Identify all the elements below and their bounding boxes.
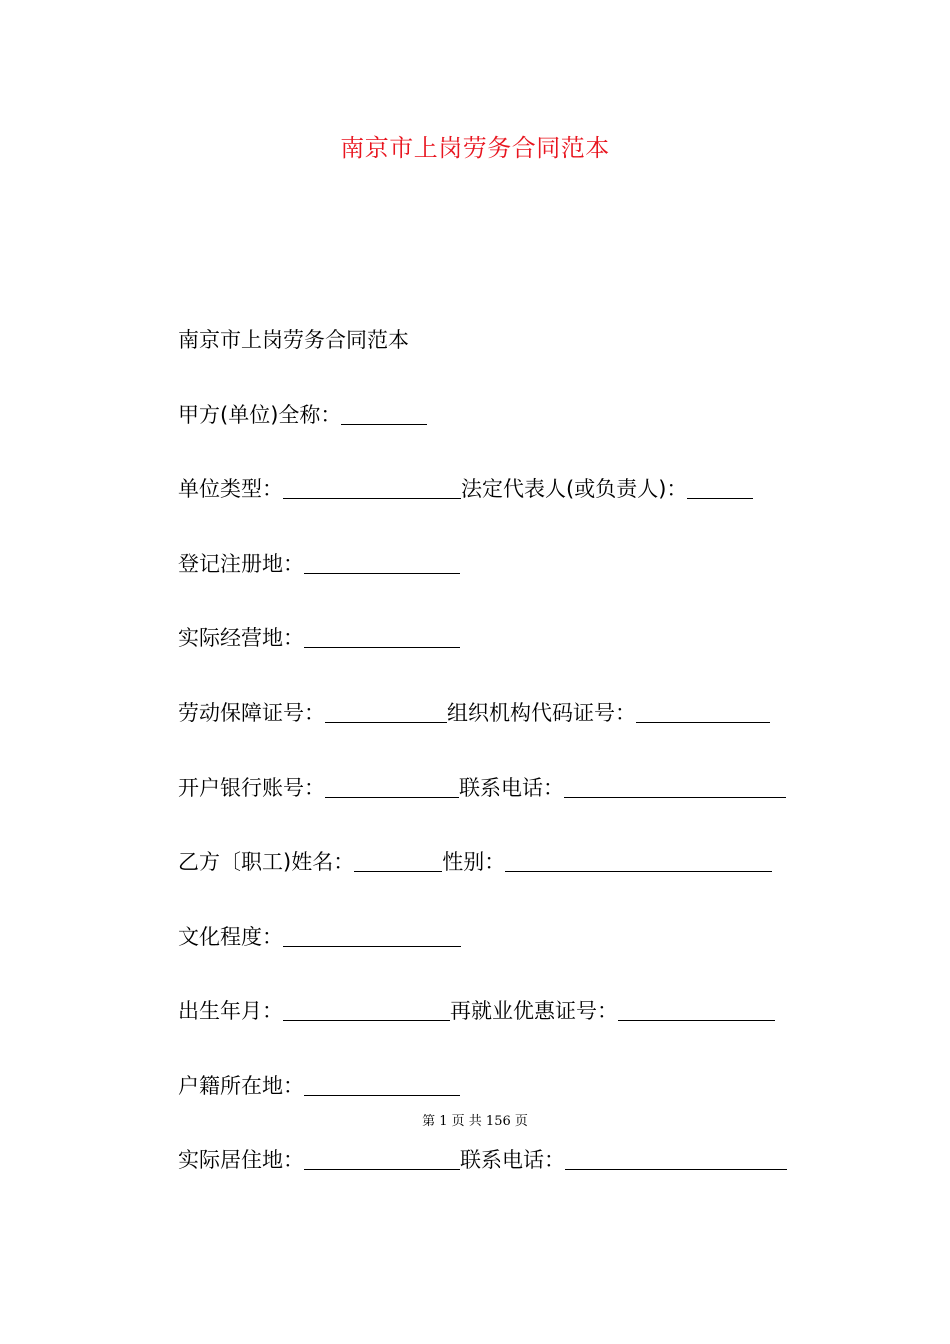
unit-type-blank: [283, 478, 461, 499]
unit-type-row: [178, 474, 753, 504]
document-title: 南京市上岗劳务合同范本: [340, 134, 610, 162]
birth-date-label: 出生年月：: [178, 999, 283, 1023]
page-indicator: 第 1 页 共 156 页: [422, 1114, 528, 1129]
gender-label: 性别：: [442, 850, 506, 874]
education-label: 文化程度：: [178, 925, 283, 949]
party-a-name-row: [178, 400, 427, 430]
labor-security-no-label: 劳动保障证号：: [178, 701, 325, 725]
education-row: [178, 922, 461, 952]
reemployment-cert-label: 再就业优惠证号：: [450, 999, 618, 1023]
contact-phone-2-label: 联系电话：: [460, 1148, 565, 1172]
reg-address-blank: [304, 553, 460, 574]
bank-account-row: [178, 773, 786, 803]
unit-type-label: 单位类型：: [178, 477, 283, 501]
gender-blank: [505, 851, 772, 872]
party-b-name-label: 乙方〔职工)姓名：: [178, 850, 355, 874]
contact-phone-2-blank: [565, 1149, 787, 1170]
bank-account-blank: [325, 777, 459, 798]
reg-address-label: 登记注册地：: [178, 552, 304, 576]
contact-phone-1-blank: [564, 777, 786, 798]
reemployment-cert-blank: [618, 1000, 775, 1021]
actual-residence-blank: [304, 1149, 460, 1170]
party-a-name-blank: [341, 404, 427, 425]
labor-security-no-blank: [325, 702, 447, 723]
bank-account-label: 开户银行账号：: [178, 776, 325, 800]
household-reg-row: [178, 1071, 460, 1101]
contact-phone-1-label: 联系电话：: [459, 776, 564, 800]
labor-security-row: [178, 698, 770, 728]
birth-date-row: [178, 996, 775, 1026]
household-reg-blank: [304, 1075, 460, 1096]
actual-business-address-blank: [304, 627, 460, 648]
party-b-row: [178, 847, 772, 877]
actual-business-address-row: [178, 623, 460, 653]
org-code-no-blank: [636, 702, 770, 723]
reg-address-row: [178, 549, 460, 579]
actual-residence-row: [178, 1145, 787, 1175]
actual-residence-label: 实际居住地：: [178, 1148, 304, 1172]
org-code-no-label: 组织机构代码证号：: [447, 701, 636, 725]
party-b-name-blank: [354, 851, 442, 872]
legal-rep-blank: [687, 478, 753, 499]
birth-date-blank: [283, 1000, 450, 1021]
document-subtitle: 南京市上岗劳务合同范本: [178, 328, 409, 352]
legal-rep-label: 法定代表人(或负责人)：: [461, 477, 688, 501]
household-reg-label: 户籍所在地：: [178, 1074, 304, 1098]
education-blank: [283, 926, 461, 947]
actual-business-address-label: 实际经营地：: [178, 626, 304, 650]
party-a-name-label: 甲方(单位)全称：: [178, 403, 342, 427]
